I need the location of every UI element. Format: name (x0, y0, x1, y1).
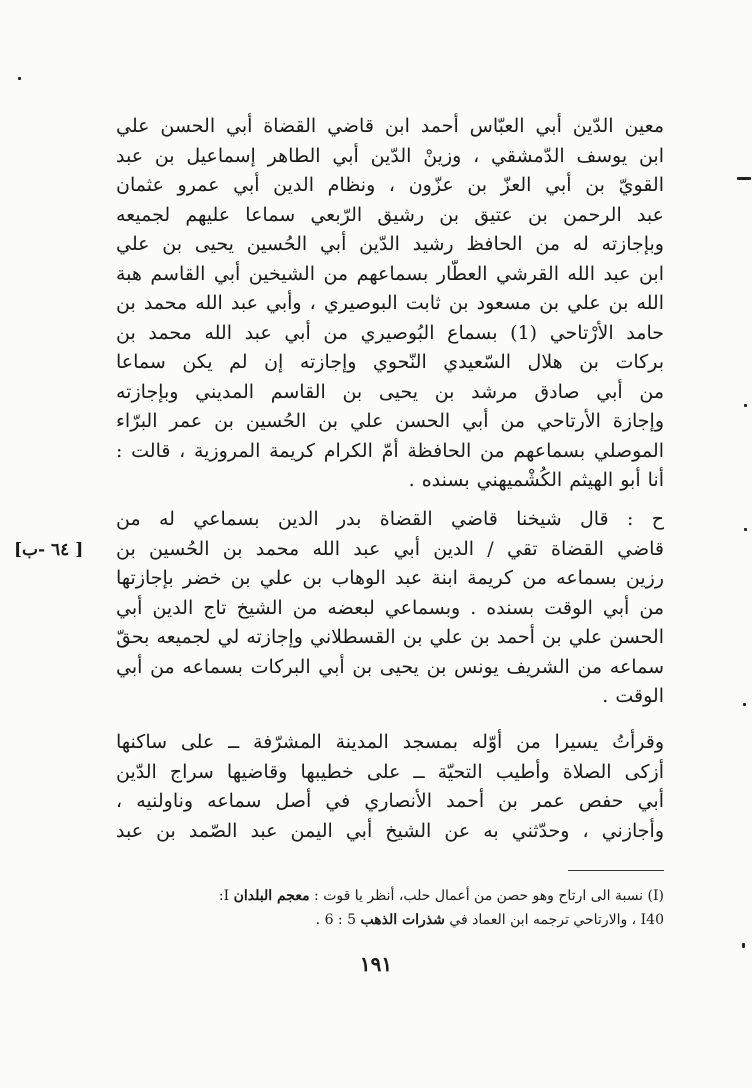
text-line: من أبي صادق مرشد بن يحيى بن القاسم المديني وبإجازته (116, 380, 664, 403)
footnote-source-title: معجم البلدان (233, 888, 310, 904)
text-line: بركات بن هلال السّعيدي النّحوي وإجازته إن لم يكن سماعا (116, 351, 664, 373)
text-line: ابن عبد الله القرشي العطّار بسماعهم من الشيخين أبي القاسم هبة (116, 262, 664, 285)
footnote (104, 884, 664, 932)
text-line: من أبي الوقت بسنده . وبسماعي لبعضه من الشيخ تاج الدين أبي (116, 596, 664, 619)
text-line: قاضي القضاة تقي / الدين أبي عبد الله محمد بن الحُسين بن (116, 537, 664, 560)
text-line: أنا أبو الهيثم الكُشْميهني بسنده . (408, 469, 664, 491)
footnote-text: 5 : 6 . (315, 912, 361, 928)
text-line: سماعه من الشريف يونس بن يحيى بن أبي البركات بسماعه من أبي (116, 655, 664, 678)
scan-speck (18, 77, 21, 80)
footnote-source-title: شذرات الذهب (360, 912, 445, 928)
page-number: ١٩١ (359, 952, 393, 976)
text-line: ح : قال شيخنا قاضي القضاة بدر الدين بسماعي له من (116, 508, 664, 530)
text-line: معين الدّين أبي العبّاس أحمد ابن قاضي القضاة أبي الحسن علي (116, 115, 664, 137)
footnote-separator (568, 870, 664, 871)
text-line: وأجازني ، وحدّثني به عن الشيخ أبي اليمن عبد الصّمد بن عبد (116, 819, 664, 842)
text-line: ابن يوسف الدّمشقي ، وزينْ الدّين أبي الطاهر إسماعيل بن عبد (116, 144, 664, 167)
text-line: أبي حفص عمر بن أحمد الأنصاري في أصل سماعه وناولنيه ، (116, 790, 664, 812)
scan-speck (743, 703, 746, 706)
text-line: وقرأتُ يسيرا من أوّله بمسجد المدينة المشرّفة ــ على ساكنها (116, 731, 664, 753)
footnote-text: I40 ، والارتاحي ترجمه ابن العماد في (444, 912, 664, 928)
footnote-line-2 (104, 908, 664, 932)
footnote-text: I: (218, 888, 234, 904)
text-line: رزين بسماعه من كريمة ابنة عبد الوهاب بن علي بن خضر بإجازتها (116, 567, 664, 589)
text-line: الله بن علي بن مسعود بن ثابت البوصيري ، وأبي عبد الله محمد بن (116, 292, 664, 314)
text-line: الحسن علي بن أحمد بن علي بن القسطلاني وإجازته لي لجميعه بحقّ (116, 626, 664, 648)
text-line: وبإجازته له من الحافظ رشيد الدّين أبي الحُسين يحيى بن علي (116, 233, 664, 255)
text-line: الموصلي بسماعهم من الحافظة أمّ الكرام كريمة المروزية ، قالت : (116, 439, 664, 462)
footnote-line-1 (104, 884, 664, 908)
manuscript-folio-reference: [ ٦٤ -ب] (14, 540, 84, 560)
text-line: القويّ بن أبي العزّ بن عزّون ، ونظام الدين أبي عمرو عثمان (116, 174, 664, 196)
paragraph-2 (116, 505, 664, 712)
scan-speck (737, 177, 751, 180)
paragraph-3 (116, 728, 664, 846)
text-line: عبد الرحمن بن عتيق بن رشيق الرّبعي سماعا عليهم لجميعه (116, 203, 664, 226)
text-line: الوقت . (602, 685, 664, 707)
paragraph-1 (116, 112, 664, 496)
scan-speck (742, 943, 745, 948)
text-line: حامد الأرْتاحي (1) بسماع البُوصيري من أبي عبد الله محمد بن (116, 321, 664, 344)
text-line: أزكى الصلاة وأطيب التحيّة ــ على خطيبها وقاضيها سراج الدّين (116, 760, 664, 783)
footnote-text: (I) نسبة الى ارتاح وهو حصن من أعمال حلب، أنظر يا قوت : (309, 888, 664, 904)
scan-speck (744, 404, 747, 407)
scan-speck (744, 528, 747, 531)
text-line: وإجازة الأرتاحي من أبي الحسن علي بن الحُسين بن عمر البرّاء (116, 410, 664, 432)
